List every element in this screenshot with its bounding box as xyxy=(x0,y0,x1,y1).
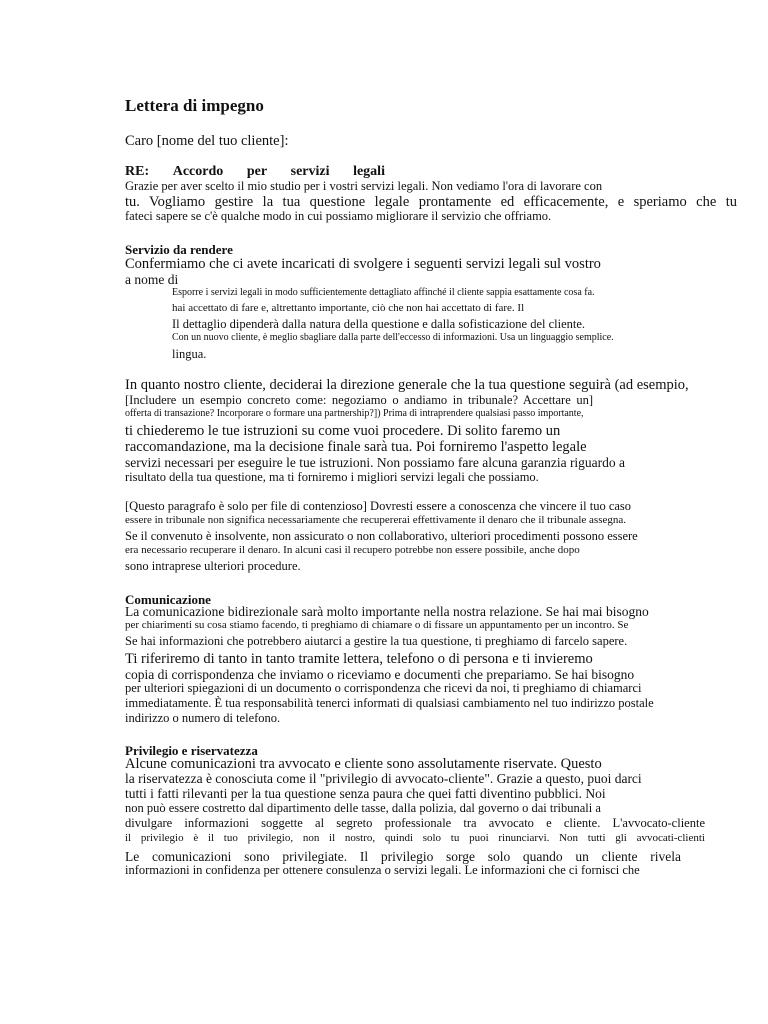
paragraph-line: sono intraprese ulteriori procedure. xyxy=(125,559,301,573)
document-title: Lettera di impegno xyxy=(125,96,264,115)
paragraph-line: informazioni in confidenza per ottenere consulenza o servizi legali. Le informazioni che ci fornisci che xyxy=(125,863,640,877)
paragraph-line: ti chiederemo le tue istruzioni su come vuoi procedere. Di solito faremo un xyxy=(125,423,561,439)
paragraph-line: copia di corrispondenza che inviamo o riceviamo e documenti che prepariamo. Se hai bisogno xyxy=(125,667,635,682)
paragraph-line: offerta di transazione? Incorporare o formare una partnership?]) Prima di intraprendere qualsiasi passo importante, xyxy=(125,408,584,419)
salutation: Caro [nome del tuo cliente]: xyxy=(125,133,289,149)
paragraph-line: Alcune comunicazioni tra avvocato e cliente sono assolutamente riservate. Questo xyxy=(125,756,602,772)
indented-line: hai accettato di fare e, altrettanto importante, ciò che non hai accettato di fare. Il xyxy=(172,302,525,314)
paragraph-line: per chiarimenti su cosa stiamo facendo, ti preghiamo di chiamare o di fissare un appuntamento per un incontro. Se xyxy=(125,619,629,631)
re-word: servizi xyxy=(290,164,330,179)
indented-line: Con un nuovo cliente, è meglio sbagliare dalla parte dell'eccesso di informazioni. Usa un linguaggio semplice. xyxy=(172,332,614,343)
indented-line: Esporre i servizi legali in modo sufficientemente dettagliato affinché il cliente sappia esattamente cosa fa. xyxy=(172,287,595,298)
paragraph-line: era necessario recuperare il denaro. In alcuni casi il recupero potrebbe non essere possibile, anche dopo xyxy=(125,544,580,556)
paragraph-line: Se hai informazioni che potrebbero aiutarci a gestire la tua questione, ti preghiamo di farcelo sapere. xyxy=(125,634,628,648)
paragraph-line: Confermiamo che ci avete incaricati di svolgere i seguenti servizi legali sul vostro xyxy=(125,256,601,272)
paragraph-line: In quanto nostro cliente, deciderai la direzione generale che la tua questione seguirà (ad esempio, xyxy=(125,377,689,393)
re-word: Accordo xyxy=(172,164,224,179)
section-heading-communication: Comunicazione xyxy=(125,592,211,607)
section-heading-service: Servizio da rendere xyxy=(125,242,233,257)
paragraph-line: Le comunicazioni sono privilegiate. Il privilegio sorge solo quando un cliente rivela xyxy=(125,850,681,864)
paragraph-line: tu. Vogliamo gestire la tua questione legale prontamente ed efficacemente, e speriamo che tu xyxy=(125,195,737,210)
re-word: RE: xyxy=(125,164,150,179)
paragraph-line: raccomandazione, ma la decisione finale sarà tua. Poi forniremo l'aspetto legale xyxy=(125,439,587,455)
paragraph-line: Ti riferiremo di tanto in tanto tramite lettera, telefono o di persona e ti invieremo xyxy=(125,651,593,667)
paragraph-line: servizi necessari per eseguire le tue istruzioni. Non possiamo fare alcuna garanzia riguardo a xyxy=(125,455,626,470)
paragraph-line: essere in tribunale non significa necessariamente che recupererai effettivamente il denaro che il tribunale assegna. xyxy=(125,514,626,526)
paragraph-line: tutti i fatti rilevanti per la tua questione senza paura che quei fatti diventino pubblici. Noi xyxy=(125,786,606,801)
paragraph-line: [Questo paragrafo è solo per file di contenzioso] Dovresti essere a conoscenza che vincere il tuo caso xyxy=(125,499,632,513)
re-word: per xyxy=(246,164,268,179)
paragraph-line: Se il convenuto è insolvente, non assicurato o non collaborativo, ulteriori procedimenti possono essere xyxy=(125,529,638,543)
paragraph-line: fateci sapere se c'è qualche modo in cui possiamo migliorare il servizio che offriamo. xyxy=(125,209,552,223)
paragraph-line: Grazie per aver scelto il mio studio per i vostri servizi legali. Non vediamo l'ora di lavorare con xyxy=(125,179,603,193)
paragraph-line: il privilegio è il tuo privilegio, non il nostro, quindi solo tu puoi rinunciarvi. Non tutti gli avvocati-clienti xyxy=(125,833,705,844)
paragraph-line: per ulteriori spiegazioni di un documento o corrispondenza che ricevi da noi, ti preghiamo di chiamarci xyxy=(125,681,642,695)
indented-line: Il dettaglio dipenderà dalla natura della questione e dalla sofisticazione del cliente. xyxy=(172,317,586,331)
paragraph-line: risultato della tua questione, ma ti forniremo i migliori servizi legali che possiamo. xyxy=(125,470,539,484)
paragraph-line: immediatamente. È tua responsabilità tenerci informati di qualsiasi cambiamento nel tuo indirizzo postale xyxy=(125,696,654,710)
paragraph-line: la riservatezza è conosciuta come il "privilegio di avvocato-cliente". Grazie a questo, puoi darci xyxy=(125,771,642,786)
re-line xyxy=(125,164,385,180)
paragraph-line: divulgare informazioni soggette al segreto professionale tra avvocato e cliente. L'avvocato-cliente xyxy=(125,817,705,830)
re-word: legali xyxy=(353,164,385,179)
paragraph-line: non può essere costretto dal dipartimento delle tasse, dalla polizia, dal governo o dai tribunali a xyxy=(125,801,601,815)
paragraph-line: a nome di xyxy=(125,272,179,287)
section-heading-privilege: Privilegio e riservatezza xyxy=(125,743,258,758)
paragraph-line: indirizzo o numero di telefono. xyxy=(125,711,281,725)
indented-line: lingua. xyxy=(172,347,207,361)
paragraph-line: [Includere un esempio concreto come: negoziamo o andiamo in tribunale? Accettare un] xyxy=(125,394,593,407)
paragraph-line: La comunicazione bidirezionale sarà molto importante nella nostra relazione. Se hai mai bisogno xyxy=(125,604,649,619)
